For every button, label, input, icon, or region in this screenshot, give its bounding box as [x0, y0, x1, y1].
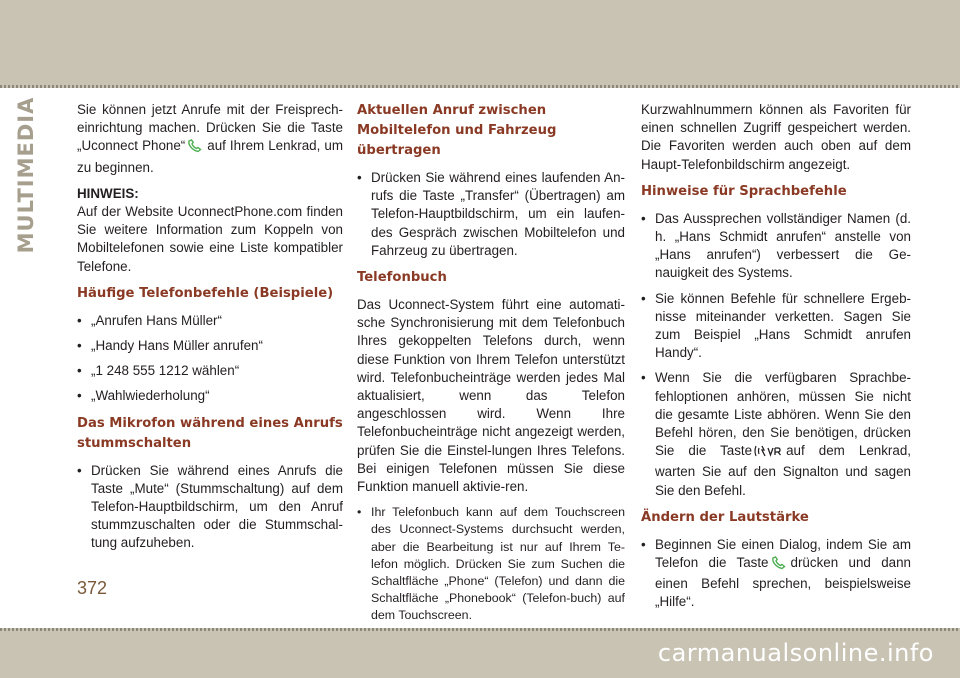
list-item: • Ihr Telefonbuch kann auf dem Touchscreen des Uconnect-Systems durchsucht werden, aber die Bearbeitung ist nur auf Ihrem Te-lefon möglich. Drücken Sie zum Suchen die Schaltfläche „Phone“ (Telefon) und dann die Schaltfläche „Phonebook“ (Telefon-buch) auf dem Touchscreen.	[357, 504, 625, 624]
list-item: • „1 248 555 1212 wählen“	[77, 362, 343, 380]
list-item: • Das Aussprechen vollständiger Namen (d. h. „Hans Schmidt anrufen“ anstelle von „Hans anrufen“) verbessert die Ge-nauigkeit des Systems.	[641, 210, 911, 283]
column-2	[357, 101, 625, 633]
header-band	[0, 0, 960, 88]
heading-phonebook: Telefonbuch	[357, 270, 447, 286]
heading-common-commands: Häufige Telefonbefehle (Beispiele)	[77, 285, 334, 301]
column-1	[77, 101, 343, 561]
column-3	[641, 101, 911, 620]
phonebook-paragraph: Das Uconnect-System führt eine automati-sche Synchronisierung mit dem Telefonbuch Ihres gekoppelten Telefons durch, wenn diese Funktion von Ihrem Telefon unterstützt wird. Telefonbucheinträge werden jedes Mal aktualisiert, wenn das Telefon angeschlossen wird. Wenn Ihre Telefonbucheinträge nicht angezeigt werden, prüfen Sie die Einstel-lungen Ihres Telefons. Bei einigen Telefonen müssen Sie diese Funktion manuell aktivie-ren.	[357, 297, 625, 495]
favorites-paragraph: Kurzwahlnummern können als Favoriten für einen schnellen Zugriff gespeichert werden. Die Favoriten werden auch oben auf dem Haupt-Telefonbildschirm angezeigt.	[641, 102, 911, 172]
list-item: • Drücken Sie während eines laufenden An-rufs die Taste „Transfer“ (Übertragen) am Telefon-Hauptbildschirm, um ein laufen-des Gespräch zwischen Mobiltelefon und Fahrzeug zu übertragen.	[357, 169, 625, 260]
voice-recognition-icon	[753, 444, 785, 463]
list-item: • Drücken Sie während eines Anrufs die Taste „Mute“ (Stummschaltung) auf dem Telefon-Hauptbildschirm, um den Anruf stummzuschalten oder die Stummschal-tung aufzuheben.	[77, 462, 343, 553]
section-side-label: MULTIMEDIA	[14, 96, 38, 254]
list-item: • Wenn Sie die verfügbaren Sprachbe-fehloptionen anhören, müssen Sie nicht die gesamte Liste abhören. Wenn Sie den Befehl hören, den Sie benötigen, drücken Sie die Taste auf dem Lenkrad, warten Sie auf den Signalton und sagen Sie den Befehl.	[641, 369, 911, 499]
note-label: HINWEIS:	[77, 185, 139, 201]
footer-band	[0, 628, 960, 678]
command-list	[77, 312, 343, 406]
heading-voice-tips: Hinweise für Sprachbefehle	[641, 183, 847, 199]
phone-icon	[770, 556, 790, 575]
phone-icon	[186, 139, 206, 158]
watermark: carmanualsonline.info	[657, 639, 934, 667]
intro-paragraph: Sie können jetzt Anrufe mit der Freisprech-einrichtung machen. Drücken Sie die Taste „Uconnect Phone“ auf Ihrem Lenkrad, um zu beginnen.	[77, 102, 343, 175]
list-item: • „Handy Hans Müller anrufen“	[77, 337, 343, 355]
list-item: • Beginnen Sie einen Dialog, indem Sie am Telefon die Taste drücken und dann einen Befehl sprechen, beispielsweise „Hilfe“.	[641, 536, 911, 612]
list-item: • „Anrufen Hans Müller“	[77, 312, 343, 330]
heading-transfer-call: Aktuellen Anruf zwischen Mobiltelefon und Fahrzeug übertragen	[357, 103, 557, 158]
heading-mute-microphone: Das Mikrofon während eines Anrufs stummschalten	[77, 415, 343, 451]
list-item: • Sie können Befehle für schnellere Ergeb-nisse miteinander verketten. Sagen Sie zum Beispiel „Hans Schmidt anrufen Handy“.	[641, 290, 911, 363]
heading-change-volume: Ändern der Lautstärke	[641, 509, 809, 525]
note-text: Auf der Website UconnectPhone.com finden Sie weitere Information zum Koppeln von Mobiltelefonen sowie eine Liste kompatibler Telefone.	[77, 204, 343, 274]
list-item: • „Wahlwiederholung“	[77, 387, 343, 405]
page-number: 372	[77, 578, 108, 598]
